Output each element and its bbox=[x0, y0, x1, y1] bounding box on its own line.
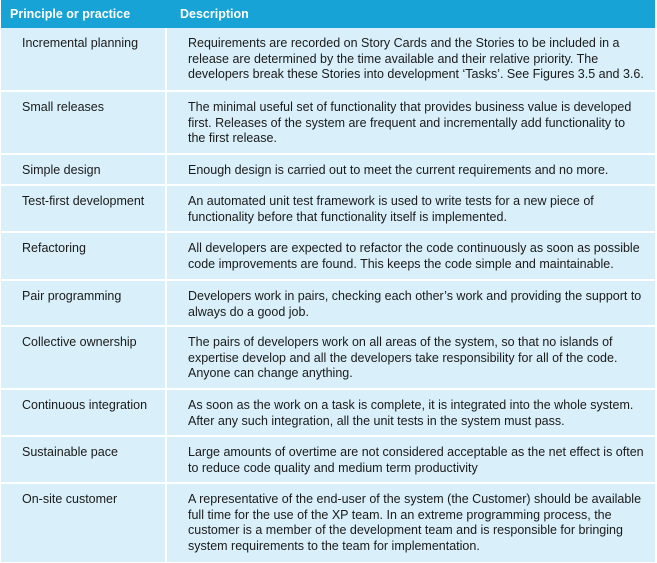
description-cell: The minimal useful set of functionality that provides business value is developed first. Releases of the system are frequent and incrementally add functionality to the first release. bbox=[188, 100, 632, 145]
table-row bbox=[1, 327, 655, 390]
table-row bbox=[1, 155, 655, 186]
table-row bbox=[1, 186, 655, 233]
table-header bbox=[1, 0, 655, 28]
principle-cell: Small releases bbox=[1, 92, 167, 153]
principle-cell: Refactoring bbox=[1, 233, 167, 279]
principle-cell: On-site customer bbox=[1, 484, 167, 562]
description-cell: The pairs of developers work on all areas of the system, so that no islands of expertise develop and all the developers take responsibility for all of the code. Anyone can change anything. bbox=[188, 335, 618, 380]
table-row bbox=[1, 390, 655, 437]
principle-cell: Sustainable pace bbox=[1, 437, 167, 482]
header-description: Description bbox=[180, 7, 249, 21]
description-cell: As soon as the work on a task is complete, it is integrated into the whole system. After any such integration, all the unit tests in the system must pass. bbox=[188, 398, 634, 428]
description-cell: Enough design is carried out to meet the current requirements and no more. bbox=[188, 163, 609, 177]
principle-cell: Simple design bbox=[1, 155, 167, 184]
description-cell: Developers work in pairs, checking each other’s work and providing the support to always do a good job. bbox=[188, 289, 642, 319]
xp-practices-table bbox=[1, 0, 655, 562]
principle-cell: Collective ownership bbox=[1, 327, 167, 388]
description-cell: A representative of the end-user of the system (the Customer) should be available full time for the use of the XP team. In an extreme programming process, the customer is a member of the development team and is responsible for bringing system requirements to the team for implementation. bbox=[188, 492, 642, 553]
description-cell: All developers are expected to refactor the code continuously as soon as possible code improvements are found. This keeps the code simple and maintainable. bbox=[188, 241, 640, 271]
table-row bbox=[1, 437, 655, 484]
principle-cell: Continuous integration bbox=[1, 390, 167, 435]
description-cell: An automated unit test framework is used to write tests for a new piece of functionality before that functionality itself is implemented. bbox=[188, 194, 594, 224]
table-row bbox=[1, 484, 655, 562]
principle-cell: Pair programming bbox=[1, 281, 167, 325]
table-row bbox=[1, 233, 655, 281]
description-cell: Large amounts of overtime are not considered acceptable as the net effect is often to reduce code quality and medium term productivity bbox=[188, 445, 644, 475]
table-row bbox=[1, 92, 655, 155]
table-row bbox=[1, 281, 655, 327]
principle-cell: Test-first development bbox=[1, 186, 167, 231]
description-cell: Requirements are recorded on Story Cards and the Stories to be included in a release are determined by the time available and their relative priority. The developers break these Stories into development ‘Tasks’. See Figures 3.5 and 3.6. bbox=[188, 36, 644, 81]
header-principle: Principle or practice bbox=[10, 7, 131, 21]
table-row bbox=[1, 28, 655, 92]
principle-cell: Incremental planning bbox=[1, 28, 167, 90]
